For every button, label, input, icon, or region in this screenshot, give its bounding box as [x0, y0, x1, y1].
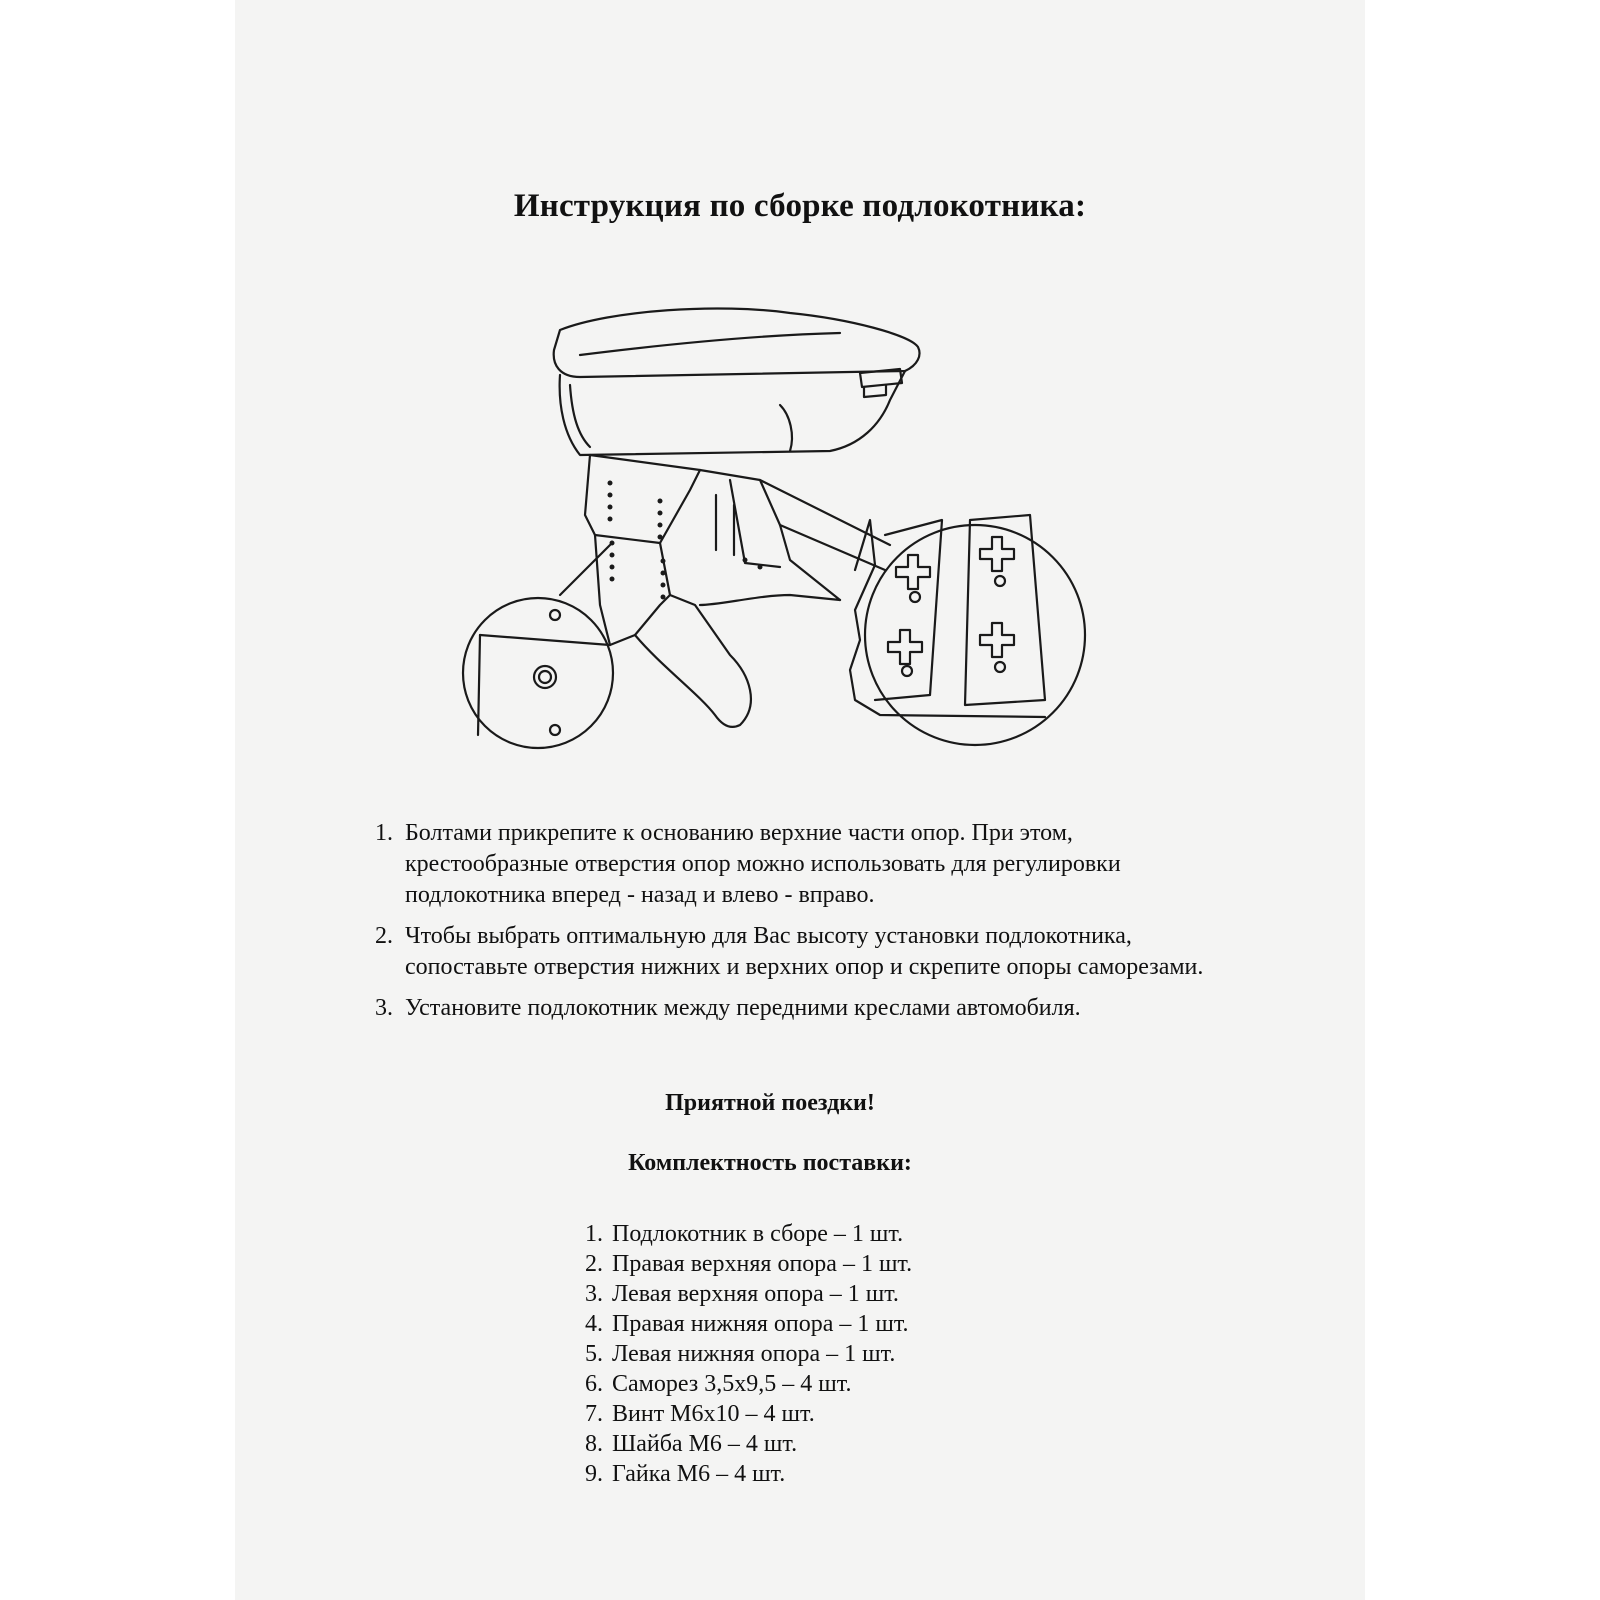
- kit-item-text: Подлокотник в сборе – 1 шт.: [612, 1221, 904, 1247]
- kit-item-number: 2.: [585, 1251, 603, 1277]
- kit-item: [585, 1429, 912, 1459]
- armrest-box: [560, 371, 905, 455]
- step-number: 2.: [375, 923, 393, 949]
- kit-item: [585, 1309, 912, 1339]
- assembly-steps: [375, 818, 1205, 1034]
- kit-item-text: Правая верхняя опора – 1 шт.: [612, 1251, 913, 1277]
- kit-item-text: Винт М6х10 – 4 шт.: [612, 1401, 815, 1427]
- zoom-detail-right: [865, 525, 1085, 745]
- screw-detail: [534, 666, 556, 688]
- kit-item: [585, 1459, 912, 1489]
- kit-item-number: 5.: [585, 1341, 603, 1367]
- step-text: Чтобы выбрать оптимальную для Вас высоту установки подлокотника, сопоставьте отверстия нижних и верхних опор и скрепите опоры саморезами.: [405, 923, 1204, 980]
- kit-item: [585, 1369, 912, 1399]
- kit-item: [585, 1249, 912, 1279]
- step-item: [375, 921, 1205, 983]
- step-text: Болтами прикрепите к основанию верхние части опор. При этом, крестообразные отверстия опор можно использовать для регулировки подлокотника вперед - назад и влево - вправо.: [405, 820, 1121, 908]
- kit-item-number: 1.: [585, 1221, 603, 1247]
- step-number: 1.: [375, 820, 393, 846]
- lower-support-left: [595, 535, 670, 645]
- kit-item-number: 7.: [585, 1401, 603, 1427]
- kit-item-text: Левая верхняя опора – 1 шт.: [612, 1281, 899, 1307]
- kit-item-text: Шайба М6 – 4 шт.: [612, 1431, 798, 1457]
- kit-item-number: 9.: [585, 1461, 603, 1487]
- step-number: 3.: [375, 995, 393, 1021]
- armrest-assembly-illustration: [460, 305, 1140, 780]
- farewell-text: Приятной поездки!: [665, 1090, 875, 1116]
- nuts: [902, 576, 1005, 676]
- kit-item: [585, 1279, 912, 1309]
- kit-item: [585, 1339, 912, 1369]
- kit-item-text: Правая нижняя опора – 1 шт.: [612, 1311, 909, 1337]
- page-title: Инструкция по сборке подлокотника:: [513, 188, 1087, 224]
- kit-item: [585, 1219, 912, 1249]
- kit-title: Комплектность поставки:: [628, 1150, 912, 1176]
- instruction-sheet: [235, 0, 1365, 1600]
- armrest-lid: [554, 308, 920, 377]
- step-item: [375, 818, 1205, 911]
- kit-list: [585, 1219, 912, 1489]
- zoom-detail-left: [463, 598, 613, 748]
- upper-support-left: [585, 455, 700, 543]
- kit-item-number: 3.: [585, 1281, 603, 1307]
- kit-item-number: 8.: [585, 1431, 603, 1457]
- kit-item-text: Левая нижняя опора – 1 шт.: [612, 1341, 896, 1367]
- kit-item: [585, 1399, 912, 1429]
- step-text: Установите подлокотник между передними креслами автомобиля.: [405, 995, 1081, 1021]
- bracket-plate-right: [965, 515, 1045, 705]
- kit-item-number: 4.: [585, 1311, 603, 1337]
- upper-support-right: [700, 470, 840, 600]
- step-item: [375, 993, 1205, 1024]
- kit-item-text: Гайка М6 – 4 шт.: [612, 1461, 786, 1487]
- kit-item-number: 6.: [585, 1371, 603, 1397]
- cross-slots: [888, 537, 1014, 664]
- kit-item-text: Саморез 3,5х9,5 – 4 шт.: [612, 1371, 852, 1397]
